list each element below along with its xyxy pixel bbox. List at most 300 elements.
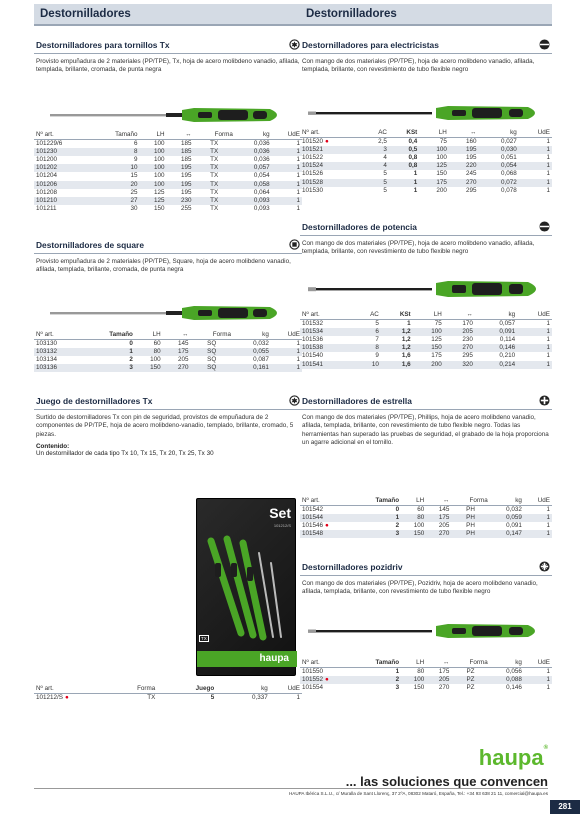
article-number-cell: 101211: [36, 205, 57, 213]
table-row: [34, 205, 302, 213]
table-cell: 1: [546, 170, 550, 178]
table-cell: 5: [383, 170, 387, 178]
table-cell: 1: [546, 352, 550, 360]
table-cell: 1: [517, 328, 552, 336]
table-cell: 1: [296, 188, 300, 196]
power-screwdriver-image: [306, 280, 546, 298]
table-cell: 5: [363, 179, 389, 187]
section-phillips-screwdrivers: [300, 396, 552, 448]
pozidriv-icon: [539, 561, 550, 572]
article-number-cell: 101546 ●: [302, 521, 329, 529]
table-cell: 4: [363, 162, 389, 170]
article-number-cell: 101524: [300, 162, 363, 170]
table-cell: 1: [296, 205, 300, 213]
table-cell: 0,146: [506, 683, 522, 691]
table-row: [34, 364, 302, 372]
table-cell: 0,210: [499, 352, 516, 360]
table-cell: 100: [140, 181, 167, 189]
table-cell: 5: [383, 186, 387, 194]
section-description: Con mango de dos materiales (PP/TPE), Phillips, hoja de acero molibdeno vanadio, afilada, templada, brillante, con revestimiento de tubo flexible negro. Todas las herramientas han superado las pruebas de seguridad, el grabado de la hoja proporciona un agarre adicional en el tornillo.: [302, 414, 549, 447]
article-number-cell: 101532: [302, 319, 324, 327]
table-cell: 0,214: [475, 361, 517, 369]
set-box-image: [196, 498, 296, 676]
table-cell: 0,093: [253, 205, 270, 213]
table-cell: TX: [210, 139, 219, 147]
table-cell: 0,056: [506, 667, 522, 675]
table-cell: 1: [271, 364, 302, 372]
table-cell: 8: [354, 344, 381, 352]
article-number-cell: 101522: [302, 153, 324, 161]
table-row: [34, 693, 302, 702]
table-cell: 0,337: [252, 693, 268, 701]
table-cell: 9: [133, 155, 138, 163]
section-description: Provisto empuñadura de 2 materiales (PP/TPE), Square, hoja de acero molibdeno vanadio, afilada, templada, brillante, cromada, de punta negra: [36, 258, 291, 274]
torx-icon: [289, 395, 300, 406]
slotted-icon: [539, 221, 550, 232]
table-cell: 0,032: [506, 505, 522, 513]
table-cell: 100: [154, 155, 165, 163]
slogan: ... las soluciones que convencen: [345, 774, 548, 789]
length-arrow-icon: ↔: [167, 130, 194, 139]
table-cell: 0,091: [506, 521, 522, 529]
table-cell: 75: [434, 319, 442, 327]
table-cell: 150: [154, 205, 165, 213]
section-description: Con mango de dos materiales (PP/TPE), hoja de acero molibdeno vanadio, afilada, templada, brillante, con revestimiento de tubo flexible negro: [302, 58, 535, 74]
table-cell: 270: [426, 530, 451, 538]
table-row: [300, 179, 552, 187]
table-cell: 0,8: [408, 153, 418, 161]
table-cell: 145: [438, 505, 450, 513]
table-cell: 1: [389, 179, 419, 187]
table-cell: 1: [272, 181, 302, 189]
article-number-cell: 101541: [300, 361, 354, 369]
new-item-marker: ●: [325, 137, 329, 145]
table-cell: 3: [395, 683, 400, 691]
table-row: [300, 530, 552, 538]
table-cell: 1: [296, 355, 300, 363]
table-cell: 1: [519, 179, 552, 187]
table-row: [300, 676, 552, 684]
article-number-cell: 101544: [300, 514, 353, 522]
table-cell: 175: [431, 352, 442, 360]
table-cell: 195: [167, 181, 194, 189]
table-cell: TX: [147, 693, 156, 701]
table-row: [300, 667, 552, 676]
section-title: Destornilladores para tornillos Tx: [36, 40, 170, 50]
section-electrician-screwdrivers: [300, 40, 552, 75]
table-row: [300, 170, 552, 178]
article-number-cell: 101526: [302, 170, 324, 178]
table-cell: 0,8: [389, 162, 419, 170]
table-cell: 2: [395, 521, 400, 529]
table-cell: 0,054: [253, 172, 270, 180]
section-square-screwdrivers: [34, 240, 302, 275]
table-cell: TX: [210, 205, 219, 213]
section-description: Provisto empuñadura de 2 materiales (PP/TPE), Tx, hoja de acero molibdeno vanadio, afilada, templada, brillante, cromada, de punta negra: [36, 58, 300, 74]
section-description: Con mango de dos materiales (PP/TPE), hoja de acero molibdeno vanadio, afilada, templada, brillante, con revestimiento de tubo flexible negro: [302, 240, 535, 256]
table-row: [34, 189, 302, 197]
table-cell: 0,032: [253, 339, 269, 347]
table-cell: TX: [194, 197, 235, 205]
table-cell: 3: [353, 530, 401, 538]
table-cell: 0,036: [253, 155, 270, 163]
table-cell: 175: [426, 514, 451, 522]
table-header-row: Nº art. Forma Juego kg UdE: [36, 684, 300, 692]
table-row: [300, 187, 552, 195]
table-cell: 1: [524, 676, 552, 684]
table-cell: 100: [413, 521, 425, 529]
footer-divider: [34, 788, 548, 789]
table-row: [34, 139, 302, 148]
table-cell: 0,051: [501, 153, 517, 161]
contents-title: Contenido:: [36, 443, 70, 451]
new-item-marker: ●: [325, 521, 329, 529]
table-cell: 1: [272, 148, 302, 156]
table-cell: 205: [426, 676, 451, 684]
table-cell: 0,4: [408, 137, 418, 145]
table-cell: 270: [438, 683, 450, 691]
length-arrow-icon: ↔: [449, 128, 479, 137]
slotted-icon: [539, 39, 550, 50]
table-cell: 100: [419, 146, 449, 154]
table-cell: TX: [210, 188, 219, 196]
page-number: 281: [550, 800, 580, 814]
section-title: Destornilladores de estrella: [302, 396, 412, 406]
table-row: [34, 181, 302, 189]
table-cell: 80: [135, 348, 163, 356]
table-cell: 195: [449, 146, 479, 154]
table-row: [300, 154, 552, 162]
table-cell: PZ: [466, 667, 475, 675]
table-cell: 0,091: [475, 328, 517, 336]
tx-screwdriver-image: [48, 106, 288, 124]
table-cell: 0,036: [253, 139, 270, 147]
phillips-icon: [539, 395, 550, 406]
table-cell: 20: [90, 181, 139, 189]
phillips-spec-table: [300, 496, 552, 538]
table-cell: 0,059: [490, 514, 524, 522]
table-cell: 1: [353, 514, 401, 522]
table-cell: 0,058: [235, 181, 272, 189]
table-header-row: Nº art. Tamaño LH ↔ Forma kg UdE: [36, 330, 300, 338]
table-cell: 150: [413, 344, 444, 352]
table-cell: 100: [436, 153, 447, 161]
section-tx-set: [34, 396, 302, 457]
set-screwdrivers-image: [201, 533, 293, 643]
table-cell: 200: [413, 361, 444, 369]
table-cell: 0,146: [475, 344, 517, 352]
table-cell: 1,6: [401, 352, 411, 360]
table-row: [34, 164, 302, 172]
article-number-cell: 101528: [300, 179, 363, 187]
section-title: Destornilladores pozidriv: [302, 562, 403, 572]
table-cell: 1,2: [381, 328, 413, 336]
section-pozidriv-screwdrivers: [300, 562, 552, 597]
table-cell: 2: [353, 676, 401, 684]
box-tx-tag: TX: [201, 636, 207, 641]
article-number-cell: 101200: [36, 155, 58, 163]
length-arrow-icon: ↔: [444, 310, 475, 319]
table-row: [300, 344, 552, 352]
table-cell: 1: [519, 162, 552, 170]
table-cell: 0,088: [490, 676, 524, 684]
set-spec-table: [34, 684, 302, 702]
box-brand: haupa: [197, 651, 297, 667]
article-number-cell: 101206: [34, 181, 90, 189]
square-spec-table: [34, 330, 302, 372]
table-cell: 0,057: [499, 319, 516, 327]
table-cell: 3: [82, 364, 135, 372]
table-cell: 1: [272, 164, 302, 172]
table-cell: 0,078: [501, 186, 517, 194]
table-cell: 0,030: [478, 146, 518, 154]
table-cell: 1: [546, 683, 550, 691]
table-cell: TX: [194, 181, 235, 189]
table-cell: 100: [154, 139, 165, 147]
pozidriv-screwdriver-image: [306, 622, 546, 640]
table-cell: 1: [272, 197, 302, 205]
table-cell: 295: [462, 352, 473, 360]
table-cell: 175: [163, 348, 191, 356]
table-cell: 1: [546, 153, 550, 161]
table-cell: PH: [466, 505, 475, 513]
table-cell: 1: [519, 146, 552, 154]
table-cell: 2: [129, 355, 133, 363]
table-row: [300, 336, 552, 344]
table-row: [34, 348, 302, 356]
table-row: [300, 505, 552, 514]
table-cell: SQ: [207, 355, 217, 363]
company-address: HAUPA Ibérica S.L.U., c/ Muralla de Sant Llorenç, 37 2ºA, 08302 Mataró, España, Tel.: +34 93 638 21 11, comercial@haupa.es: [288, 791, 548, 796]
table-cell: 1: [271, 348, 302, 356]
table-cell: 1: [517, 344, 552, 352]
table-cell: 185: [167, 148, 194, 156]
table-cell: 270: [449, 179, 479, 187]
table-cell: 125: [140, 197, 167, 205]
table-cell: 1: [546, 335, 550, 343]
table-cell: 1: [413, 186, 418, 194]
table-cell: 205: [177, 355, 189, 363]
table-row: [34, 172, 302, 180]
table-cell: 10: [90, 164, 139, 172]
table-cell: 1,2: [401, 335, 411, 343]
table-cell: 1: [407, 319, 411, 327]
table-cell: 205: [444, 328, 475, 336]
table-cell: 0,054: [478, 162, 518, 170]
table-cell: 9: [375, 352, 379, 360]
table-cell: 1: [296, 172, 300, 180]
table-row: [300, 146, 552, 154]
table-cell: 1: [546, 319, 550, 327]
set-box-label: Set: [269, 505, 291, 521]
table-cell: 2,5: [378, 137, 387, 145]
article-number-cell: 101540: [302, 352, 324, 360]
table-cell: 60: [417, 505, 425, 513]
table-cell: 27: [90, 197, 139, 205]
pozidriv-spec-table: [300, 658, 552, 692]
table-header-row: Nº art. Tamaño LH ↔ Forma kg UdE: [36, 130, 300, 138]
table-cell: 125: [154, 188, 165, 196]
table-cell: 0,068: [501, 170, 517, 178]
table-cell: 125: [431, 335, 442, 343]
table-cell: 0: [395, 505, 400, 513]
table-cell: 0,064: [253, 188, 270, 196]
table-cell: 1: [524, 514, 552, 522]
table-cell: 0: [129, 339, 133, 347]
left-column: [34, 4, 302, 724]
table-cell: 5: [210, 693, 215, 701]
table-cell: 185: [181, 139, 192, 147]
table-cell: 0,093: [235, 197, 272, 205]
table-cell: 175: [419, 179, 449, 187]
power-spec-table: [300, 310, 552, 369]
table-cell: 0,057: [235, 164, 272, 172]
section-power-screwdrivers: [300, 222, 552, 257]
article-number-cell: 103136: [34, 364, 82, 372]
article-number-cell: 101550: [302, 667, 324, 675]
table-cell: 195: [181, 188, 192, 196]
table-cell: 0,5: [389, 146, 419, 154]
table-cell: 295: [465, 186, 477, 194]
section-description: Con mango de dos materiales (PP/TPE), Pozidriv, hoja de acero molibdeno vanadio, afilada, templada, brillante, con revestimiento de tubo flexible negro: [302, 580, 538, 596]
table-cell: 145: [177, 339, 189, 347]
table-cell: 1: [517, 361, 552, 369]
article-number-cell: 101230: [34, 148, 90, 156]
article-number-cell: 101538: [300, 344, 354, 352]
table-cell: 1: [296, 339, 300, 347]
table-row: [34, 197, 302, 205]
table-cell: 1: [82, 348, 135, 356]
section-title: Destornilladores para electricistas: [302, 40, 439, 50]
table-cell: 6: [133, 139, 138, 147]
table-cell: 320: [444, 361, 475, 369]
table-header-row: Nº art. AC KSt LH ↔ kg UdE: [302, 128, 550, 136]
table-cell: 1: [546, 186, 550, 194]
table-row: [300, 328, 552, 336]
table-cell: 270: [444, 344, 475, 352]
table-cell: 1: [296, 693, 300, 701]
table-cell: 7: [375, 335, 379, 343]
table-cell: 245: [465, 170, 477, 178]
table-cell: 1: [546, 137, 550, 145]
article-number-cell: 101202: [34, 164, 90, 172]
length-arrow-icon: ↔: [163, 330, 191, 339]
article-number-cell: 103132: [34, 348, 82, 356]
table-row: [300, 137, 552, 146]
table-cell: 255: [181, 205, 192, 213]
set-box-number: 101212/S: [273, 523, 291, 528]
table-cell: PH: [451, 514, 489, 522]
right-column: [300, 4, 552, 724]
article-number-cell: 101548: [300, 530, 353, 538]
table-row: [300, 352, 552, 360]
tx-spec-table: [34, 130, 302, 213]
table-cell: 15: [130, 172, 138, 180]
table-cell: 230: [462, 335, 473, 343]
article-number-cell: 101534: [300, 328, 354, 336]
square-drive-icon: [289, 239, 300, 250]
table-cell: PZ: [451, 676, 489, 684]
article-number-cell: 101521: [300, 146, 363, 154]
table-cell: 80: [417, 667, 425, 675]
table-header-row: Nº art. AC KSt LH ↔ kg UdE: [302, 310, 550, 318]
table-cell: 125: [419, 162, 449, 170]
table-cell: 4: [383, 153, 387, 161]
table-cell: 100: [150, 355, 161, 363]
table-header-row: Nº art. Tamaño LH ↔ Forma kg UdE: [302, 658, 550, 666]
table-cell: 100: [140, 148, 167, 156]
table-cell: 0,087: [253, 355, 269, 363]
table-row: [300, 162, 552, 170]
new-item-marker: ●: [325, 675, 329, 683]
table-cell: 10: [354, 361, 381, 369]
table-cell: TX: [210, 155, 219, 163]
article-number-cell: 101210: [34, 197, 90, 205]
table-row: [34, 148, 302, 156]
article-number-cell: 101530: [302, 186, 324, 194]
table-cell: 0,055: [233, 348, 271, 356]
table-cell: SQ: [207, 339, 217, 347]
table-cell: 195: [181, 172, 192, 180]
column-header: Destornilladores: [300, 4, 552, 26]
table-cell: 0,147: [490, 530, 524, 538]
table-cell: PH: [451, 530, 489, 538]
table-header-row: Nº art. Tamaño LH ↔ Forma kg UdE: [302, 496, 550, 504]
table-cell: 0,072: [478, 179, 518, 187]
table-cell: 80: [401, 514, 426, 522]
table-cell: 1: [546, 505, 550, 513]
table-cell: TX: [210, 172, 219, 180]
table-cell: 175: [438, 667, 450, 675]
table-cell: PZ: [466, 683, 475, 691]
table-cell: TX: [194, 164, 235, 172]
table-cell: 195: [465, 153, 477, 161]
table-cell: 1: [413, 170, 418, 178]
table-cell: 100: [413, 328, 444, 336]
table-cell: 5: [375, 319, 379, 327]
table-cell: 185: [181, 155, 192, 163]
article-number-cell: 103130: [36, 339, 58, 347]
table-cell: 1: [524, 530, 552, 538]
length-arrow-icon: ↔: [426, 496, 451, 505]
article-number-cell: 101520 ●: [302, 137, 329, 145]
table-cell: 8: [90, 148, 139, 156]
electrician-spec-table: [300, 128, 552, 195]
article-number-cell: 101208: [36, 188, 58, 196]
electrician-screwdriver-image: [306, 104, 546, 122]
table-cell: 1: [546, 521, 550, 529]
section-title: Destornilladores de potencia: [302, 222, 417, 232]
article-number-cell: 101204: [36, 172, 58, 180]
table-cell: 0,027: [501, 137, 517, 145]
table-cell: 150: [436, 170, 447, 178]
table-cell: 6: [354, 328, 381, 336]
table-cell: 160: [465, 137, 477, 145]
table-row: [300, 514, 552, 522]
table-cell: SQ: [190, 364, 233, 372]
table-cell: 0,161: [233, 364, 271, 372]
table-row: [300, 522, 552, 530]
table-cell: 1,6: [381, 361, 413, 369]
table-cell: 150: [401, 530, 426, 538]
table-cell: 100: [401, 676, 426, 684]
table-cell: 150: [413, 683, 425, 691]
table-cell: 1: [296, 139, 300, 147]
table-cell: 1: [296, 155, 300, 163]
table-cell: PH: [466, 521, 475, 529]
table-cell: 150: [135, 364, 163, 372]
column-header: Destornilladores: [34, 4, 302, 26]
